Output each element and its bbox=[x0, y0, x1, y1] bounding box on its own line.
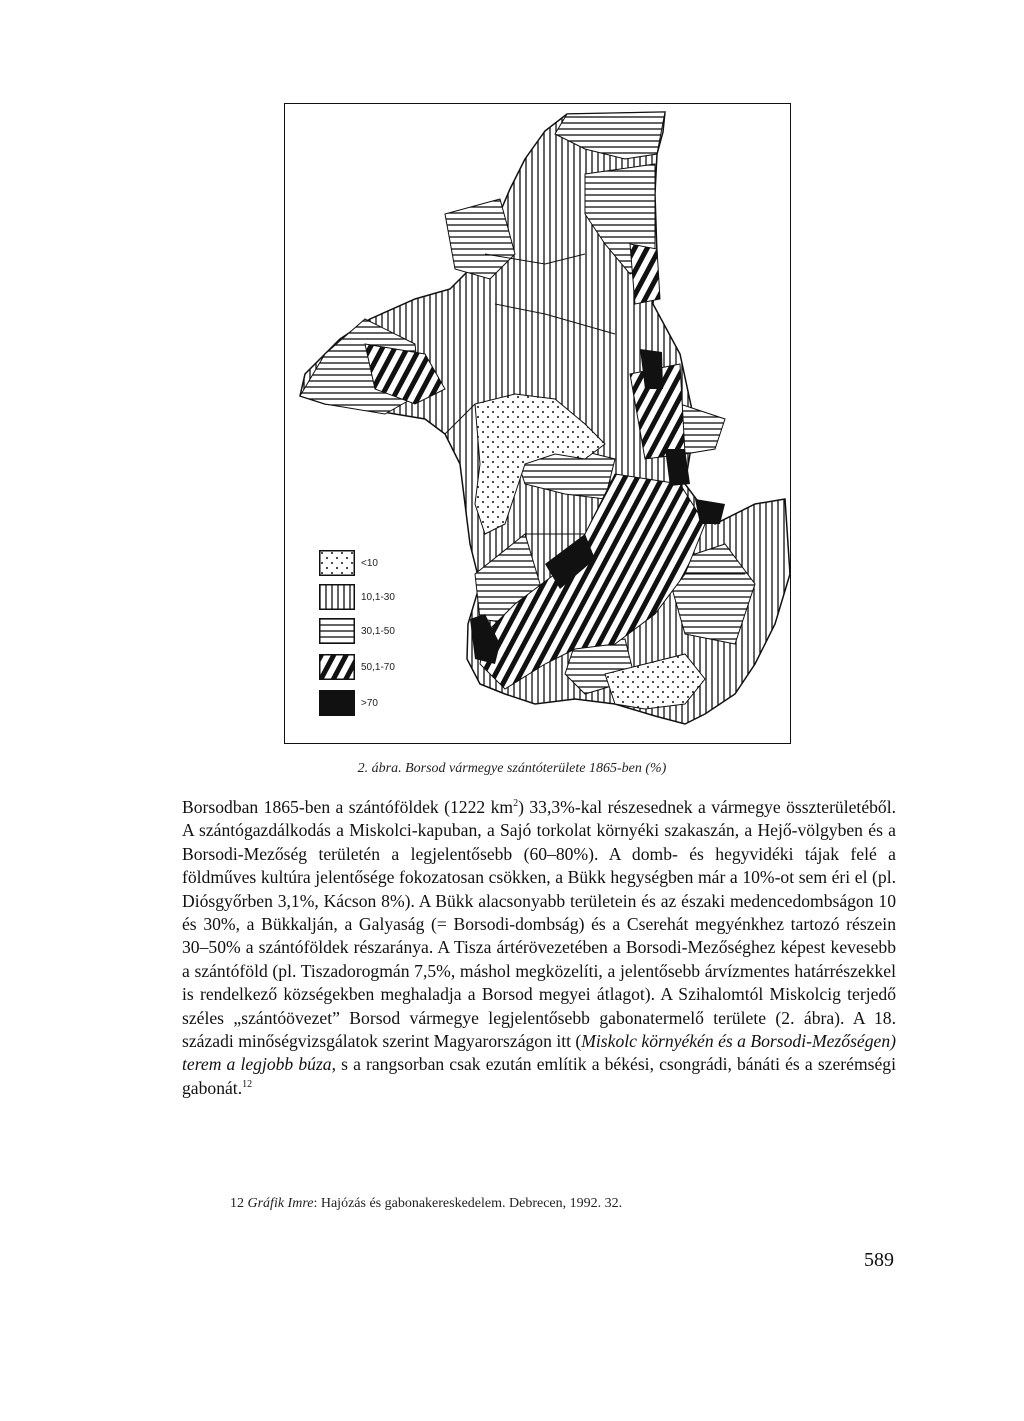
paragraph-end: , s a rangsorban csak ezután említik a békési, csongrádi, bánáti és a szerémségi gabonát. bbox=[182, 1054, 896, 1098]
legend-label: 50,1-70 bbox=[361, 661, 395, 673]
legend-label: 10,1-30 bbox=[361, 591, 395, 603]
paragraph-italic: Miskolc környékén és a Borsodi-Mezőségen) terem a legjobb búza bbox=[182, 1031, 896, 1075]
legend-label: >70 bbox=[361, 697, 378, 709]
paragraph-main: ) 33,3%-kal részesednek a vármegye összterületéből. A szántógazdálkodás a Miskolci-kapuban, a Sajó torkolat környéki szakaszán, a Hejő-völgyben és a Borsodi-Mezőség területén a legjelentősebb (60–80%). A domb- és hegyvidéki tájak felé a földműves kultúra jelentősége fokozatosan csökken, a Bükk hegységben már a 10%-ot sem éri el (pl. Diósgyőrben 3,1%, Kácson 8%). A Bükk alacsonyabb területein és az északi medencedombságon 10 és 30%, a Bükkalján, a Galyaság (= Borsodi-dombság) és a Cserehát megyénkhez tartozó részein 30–50% a szántóföldek részaránya. A Tisza ártérövezetében a Borsodi-Mezőséghez képest kevesebb a szántóföld (pl. Tiszadorogmán 7,5%, máshol megközelíti, a jelentősebb árvízmentes határrészekkel is rendelkező községekben meghaladja a Borsod megyei átlagot). A Szihalomtól Miskolcig terjedő széles „szántóövezet” Borsod vármegye legjelentősebb gabonatermelő területe (2. ábra). A 18. századi minőségvizsgálatok szerint Magyarországon itt ( bbox=[182, 797, 897, 1052]
legend-item-gt70 bbox=[319, 690, 378, 716]
footnote-number: 12 bbox=[230, 1196, 244, 1211]
page-number: 589 bbox=[864, 1249, 894, 1271]
region-solid-3 bbox=[695, 499, 725, 524]
footnote-text: : Hajózás és gabonakereskedelem. Debrecen, 1992. 32. bbox=[313, 1196, 623, 1211]
paragraph-start: Borsodban 1865-ben a szántóföldek (1222 km bbox=[182, 797, 514, 817]
region-e-h bbox=[680, 404, 725, 454]
map-figure-frame bbox=[284, 103, 791, 744]
legend-item-30-50 bbox=[319, 618, 395, 644]
body-paragraph bbox=[182, 796, 896, 1100]
footnote bbox=[230, 1196, 622, 1212]
legend-swatch-vertical bbox=[319, 584, 355, 610]
footnote-author: Gráfik Imre bbox=[247, 1196, 314, 1211]
caption-text: Borsod vármegye szántóterülete 1865-ben (%) bbox=[405, 761, 667, 776]
legend-item-lt10 bbox=[319, 550, 378, 576]
legend-label: 30,1-50 bbox=[361, 625, 395, 637]
footnote-ref: 12 bbox=[242, 1079, 253, 1091]
map-legend bbox=[319, 550, 429, 720]
legend-label: <10 bbox=[361, 557, 378, 569]
caption-number: 2. ábra. bbox=[357, 761, 402, 776]
legend-item-50-70 bbox=[319, 654, 395, 680]
superscript-km2: 2 bbox=[513, 798, 519, 810]
legend-swatch-dots bbox=[319, 550, 355, 576]
legend-swatch-diagonal bbox=[319, 654, 355, 680]
legend-swatch-horizontal bbox=[319, 618, 355, 644]
figure-caption bbox=[0, 761, 1024, 777]
legend-item-10-30 bbox=[319, 584, 395, 610]
legend-swatch-solid bbox=[319, 690, 355, 716]
region-ne-diag bbox=[630, 244, 660, 304]
